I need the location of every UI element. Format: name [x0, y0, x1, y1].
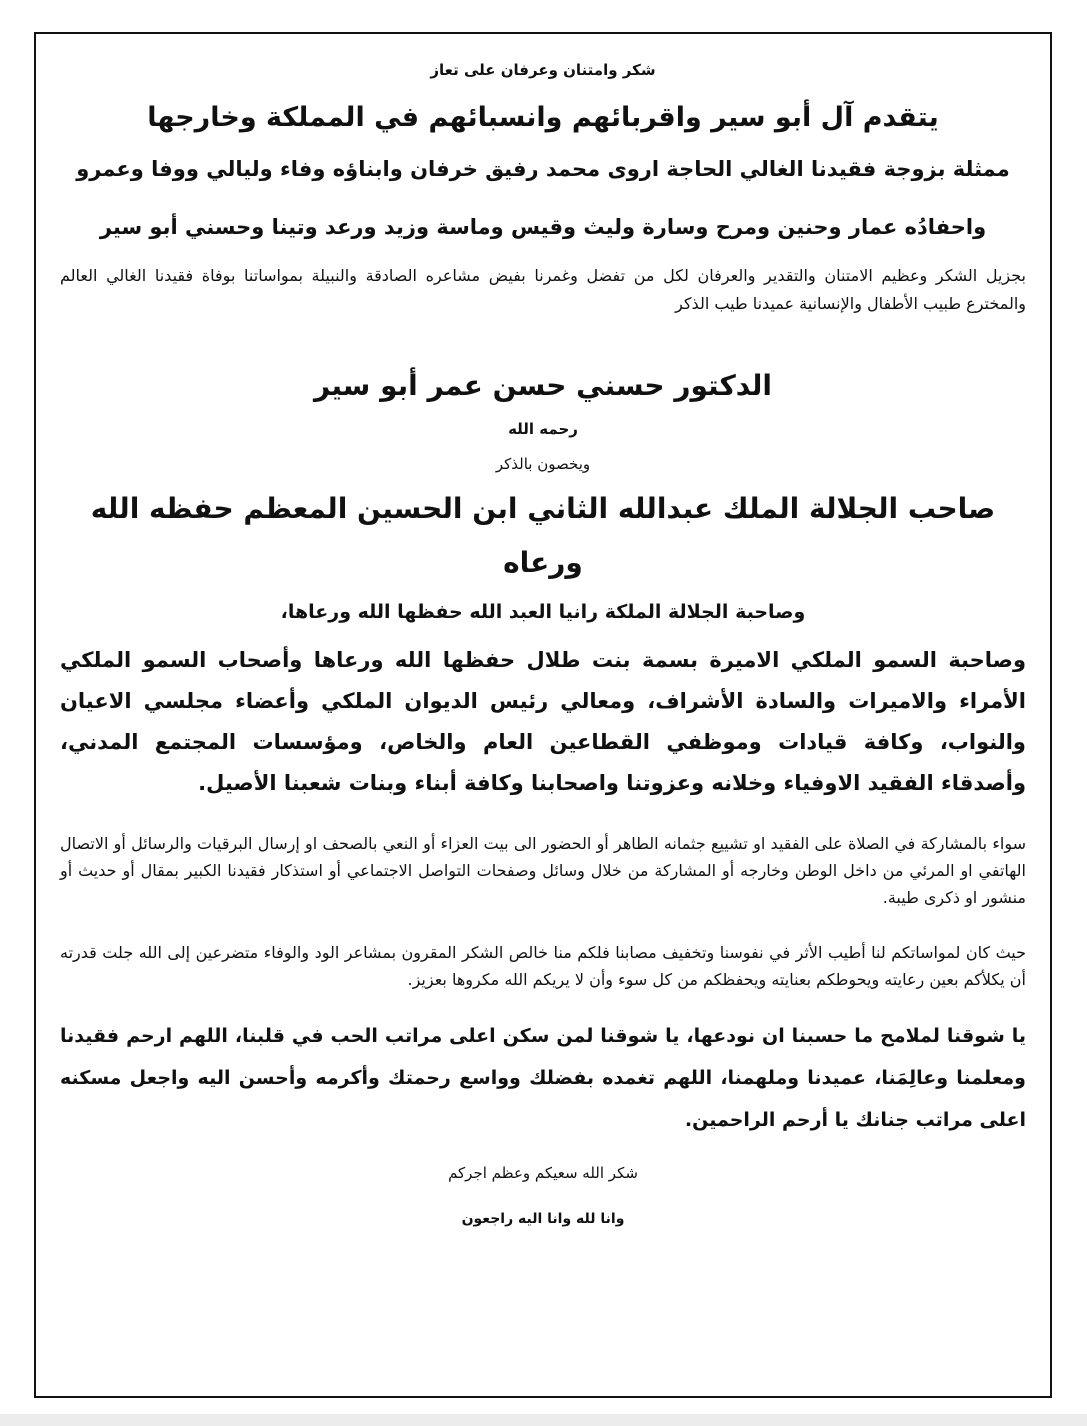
header-small: شكر وامتنان وعرفان على تعاز: [430, 61, 656, 79]
family-line-2: واحفادُه عمار وحنين ومرح وسارة وليث وقيس وماسة وزيد ورعد وتينا وحسني أبو سير: [99, 215, 987, 239]
closing-thanks: شكر الله سعيكم وعظم اجركم: [448, 1164, 638, 1182]
dignitaries-paragraph: وصاحبة السمو الملكي الاميرة بسمة بنت طلال حفظها الله ورعاها وأصحاب السمو الملكي الأمراء والاميرات والسادة الأشراف، ومعالي رئيس الديوان الملكي وأعضاء مجلسي الاعيان والنواب، وكافة قيادات وموظفي القطاعين العام والخاص، ومؤسسات المجتمع المدني، وأصدقاء الفقيد الاوفياء وخلانه وعزوتنا واصحابنا وكافة أبناء وبنات شعبنا الأصيل.: [60, 648, 1026, 795]
rahmah-text: رحمه الله: [508, 420, 578, 438]
deceased-name: الدكتور حسني حسن عمر أبو سير: [313, 369, 773, 402]
intro-paragraph: بجزيل الشكر وعظيم الامتنان والتقدير والعرفان لكل من تفضل وغمرنا بفيض مشاعره الصادقة والنبيلة بمواساتنا بوفاة فقيدنا الغالي العالم والمخترع طبيب الأطفال والإنسانية عميدنا طيب الذكر: [60, 266, 1026, 313]
condolence-notice: [60, 52, 1026, 1237]
header-big: يتقدم آل أبو سير واقربائهم وانسبائهم في المملكة وخارجها: [147, 102, 939, 133]
king-line: صاحب الجلالة الملك عبدالله الثاني ابن الحسين المعظم حفظه الله ورعاه: [90, 492, 996, 579]
family-line-1: ممثلة بزوجة فقيدنا الغالي الحاجة اروى محمد رفيق خرفان وابناؤه وفاء وليالي ووفا وعمرو: [76, 157, 1010, 181]
closing-verse: وانا لله وانا اليه راجعون: [461, 1211, 625, 1227]
queen-line: وصاحبة الجلالة الملكة رانيا العبد الله حفظها الله ورعاها،: [280, 601, 806, 623]
participation-paragraph: سواء بالمشاركة في الصلاة على الفقيد او تشييع جثمانه الطاهر أو الحضور الى بيت العزاء أو النعي بالصحف او إرسال البرقيات والرسائل أو الاتصال الهاتفي او المرئي من داخل الوطن وخارجه أو المشاركة من خلال وسائل وصفحات التواصل الاجتماعي أو استذكار فقيدنا الكبير بمقال أو حديث أو منشور او ذكرى طيبة.: [60, 834, 1026, 907]
bottom-strip: [0, 1414, 1087, 1426]
prayer-paragraph: يا شوقنا لملامح ما حسبنا ان نودعها، يا شوقنا لمن سكن اعلى مراتب الحب في قلبنا، اللهم ارحم فقيدنا ومعلمنا وعالِمَنا، عميدنا وملهمنا، اللهم تغمده بفضلك وواسع رحمتك وأكرمه وأحسن اليه واجعل مسكنه اعلى مراتب جنانك يا أرحم الراحمين.: [60, 1025, 1026, 1131]
gratitude-paragraph: حيث كان لمواساتكم لنا أطيب الأثر في نفوسنا وتخفيف مصابنا فلكم منا خالص الشكر المقرون بمشاعر الود والوفاء متضرعين إلى الله جلت قدرته أن يكلأكم بعين رعايته ويحوطكم بعنايته ويحفظكم من كل سوء وأن لا يريكم الله مكروها بعزيز.: [60, 943, 1026, 989]
special-mention-label: ويخصون بالذكر: [495, 455, 591, 473]
